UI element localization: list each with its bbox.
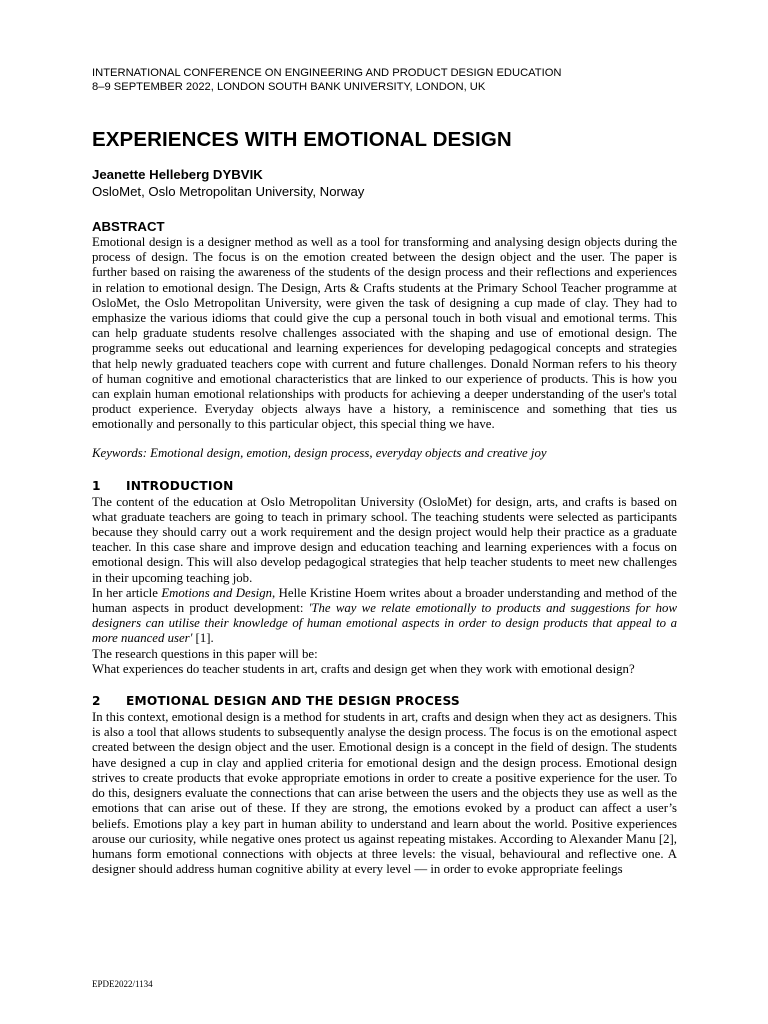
section-2-title: EMOTIONAL DESIGN AND THE DESIGN PROCESS — [126, 694, 460, 709]
paper-title: EXPERIENCES WITH EMOTIONAL DESIGN — [92, 128, 512, 151]
section-1-paragraph-2 — [92, 586, 677, 647]
keywords: Keywords: Emotional design, emotion, design process, everyday objects and creative joy — [92, 445, 547, 460]
paragraph-2-middle: , Helle Kristine Hoem writes about a broader understanding and method of the human aspects in product development: — [92, 585, 677, 616]
section-1-number: 1 — [92, 478, 101, 493]
section-2-heading — [92, 693, 677, 710]
paper-id-footer: EPDE2022/1134 — [92, 979, 153, 989]
quotation: 'The way we relate emotionally to products and suggestions for how designers can utilise their knowledge of human emotional aspects in order to design products that appeal to a more nuanced user' — [92, 601, 677, 646]
citation-ref-1: [1]. — [192, 631, 214, 646]
author-affiliation: OsloMet, Oslo Metropolitan University, Norway — [92, 184, 365, 199]
section-1-paragraph-3: The research questions in this paper will be: — [92, 646, 318, 661]
author-name: Jeanette Helleberg DYBVIK — [92, 167, 263, 182]
research-question: What experiences do teacher students in art, crafts and design get when they work with emotional design? — [92, 661, 635, 676]
section-1-paragraph-1: The content of the education at Oslo Metropolitan University (OsloMet) for design, arts, and crafts is based on what graduate teachers are going to teach in primary school. The teaching students were selected as participants because they should carry out a work requirement and the design project would help their practice as a graduate teacher. In this case share and improve design and education teaching and learning experiences with a focus on emotional design. This will also develop pedagogical strategies that help teacher students to meet new challenges in their upcoming teaching job. — [92, 494, 677, 585]
section-1-heading — [92, 478, 677, 495]
section-2-number: 2 — [92, 694, 101, 709]
abstract-text: Emotional design is a designer method as well as a tool for transforming and analysing design objects during the process of design. The focus is on the emotion created between the design object and the user. The paper is further based on raising the awareness of the students of the design process and their reflections and experiences in relation to emotional design. The Design, Arts & Crafts students at the Primary School Teacher programme at OsloMet, the Oslo Metropolitan University, were given the task of designing a cup made of clay. They had to emphasize the various idioms that could give the cup a personal touch in both visual and emotional terms. This can help graduate students resolve challenges associated with the shaping and use of emotional design. The programme seeks out educational and learning experiences for developing pedagogical concepts and strategies that help newly graduated teachers cope with current and future challenges. Donald Norman refers to his theory of human cognitive and emotional characteristics that are linked to our experience of products. This is how you can explain human emotional relationships with products for achieving a deeper understanding of the user's total product experience. Everyday objects always have a history, a reminiscence and something that ties us emotionally and personally to this particular object, this special thing we have. — [92, 235, 677, 432]
conference-header — [92, 66, 677, 94]
section-1-title: INTRODUCTION — [126, 478, 234, 493]
cited-article-title: Emotions and Design — [161, 585, 273, 600]
paragraph-2-intro: In her article — [92, 585, 162, 600]
conference-date-location: 8–9 SEPTEMBER 2022, LONDON SOUTH BANK UNIVERSITY, LONDON, UK — [92, 81, 486, 93]
paper-page — [92, 66, 677, 877]
conference-name: INTERNATIONAL CONFERENCE ON ENGINEERING AND PRODUCT DESIGN EDUCATION — [92, 67, 562, 79]
section-2-paragraph-1: In this context, emotional design is a method for students in art, crafts and design when they act as designers. This is also a tool that allows students to subsequently analyse the design process. The focus is on the emotional aspect created between the design object and the user. Emotional design is a concept in the field of design. The students have designed a cup in clay and applied criteria for emotional design and the design process. Emotional design strives to create products that evoke appropriate emotions in order to create a positive experience for the user. To do this, designers evaluate the connections that can arise between the users and the objects they use as well as the emotions that can arise out of these. If they are strong, the emotions evoked by a product can affect a user’s beliefs. Emotions play a key part in human ability to understand and learn about the world. Positive experiences arouse our curiosity, while negative ones protect us against repeating mistakes. According to Alexander Manu [2], humans form emotional connections with objects at three levels: the visual, behavioural and reflective one. A designer should address human cognitive ability at every level — in order to evoke appropriate feelings — [92, 710, 677, 877]
abstract-heading: ABSTRACT — [92, 219, 165, 234]
